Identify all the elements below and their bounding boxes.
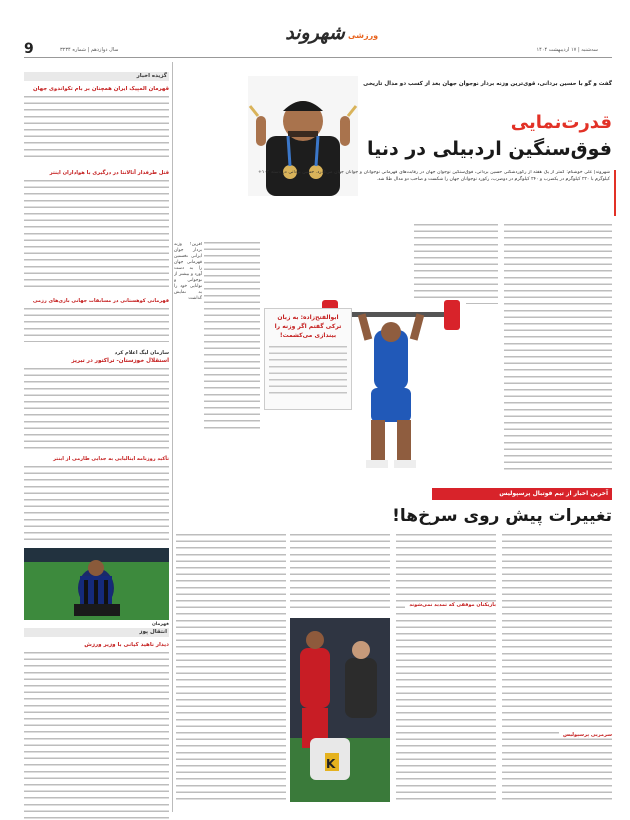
side-quote: آفرین! وزنه بردار جوان ایرانی نخستین قهرمانی جهان را به دست آورد و بیشتر از نوجوانی و توانایی خود را به نمایش گذاشت bbox=[174, 242, 202, 301]
right-sidebar bbox=[24, 60, 169, 820]
feature-article bbox=[176, 60, 612, 480]
issue-line: سال دوازدهم | شماره ۳۲۳۴ bbox=[60, 47, 119, 53]
body-column bbox=[396, 532, 496, 802]
section-label: ورزشی bbox=[348, 31, 379, 40]
svg-text:K: K bbox=[326, 757, 336, 771]
logo-text: شهروند bbox=[285, 22, 345, 44]
feature-lead: شهروند| علی خوشنام: کمتر از یک هفته از رکوردشکنی حسین بردانی، فوق‌سنگین نوجوان جهان در رقابت‌های قهرمانی نوجوانان و جوانان جهان می‌گذرد. حسین بردانی در دسته ۱۰۲+ کیلوگرم با ۲۲۰ کیلوگرم در یکضرب و ۲۴۰ کیلوگرم در دوضرب، رکورد نوجوانان جهان را شکست و صاحب دو مدال طلا شد. bbox=[258, 170, 610, 182]
footballer-image bbox=[24, 548, 169, 620]
page-number: 9 bbox=[24, 41, 34, 57]
bottom-subhead: سرمربی پرسپولیس bbox=[559, 732, 612, 738]
feature-title-line1: قدرت‌نمایی bbox=[510, 112, 612, 133]
body-column bbox=[502, 532, 612, 802]
logo bbox=[280, 22, 350, 48]
pull-quote: ابوالفتح‌زاده: به زبان ترکی گفتم اگر وزنه را بیندازی می‌کشمت! bbox=[274, 314, 342, 339]
masthead-rule bbox=[24, 57, 612, 58]
feature-kicker: گفت و گو با حسین بردانی، قوی‌ترین وزنه بردار نوجوان جهان بعد از کسب دو مدال تاریخی bbox=[363, 81, 612, 87]
bottom-title: تغییرات پیش روی سرخ‌ها! bbox=[392, 506, 612, 526]
sidebar-item-title: قهرمان المپیک ایران همچنان بر بام تکواندوی جهان bbox=[33, 86, 169, 92]
sidebar-photo bbox=[24, 548, 169, 620]
body-column bbox=[176, 240, 177, 430]
quote-body bbox=[269, 344, 347, 394]
sidebar-item-title: سازمان لیگ اعلام کرد bbox=[114, 350, 169, 356]
sidebar-item-text bbox=[24, 366, 169, 450]
sidebar-item-title: قهرمانی کوهستانی در مسابقات جهانی بازی‌های رزمی bbox=[32, 298, 169, 304]
sidebar-item-title: تأکید روزنامه ایتالیایی به جدایی طارمی از اینتر bbox=[53, 456, 169, 462]
lead-box bbox=[258, 170, 616, 216]
body-column bbox=[204, 240, 260, 430]
column-divider bbox=[172, 62, 173, 812]
sidebar-item-title: قتل طرفدار آتالانتا در درگیری با هواداران اینتر bbox=[49, 170, 169, 176]
quote-box bbox=[264, 308, 352, 410]
date-line: سه‌شنبه | ۱۷ اردیبهشت ۱۴۰۴ bbox=[536, 47, 598, 53]
sidebar-item-text bbox=[24, 178, 169, 290]
bottom-article bbox=[176, 482, 612, 812]
team-photo bbox=[290, 618, 390, 802]
sidebar-item-title: دیدار ناهید کیانی با وزیر ورزش bbox=[84, 642, 169, 648]
sidebar-kicker: گزیده اخبار bbox=[136, 73, 167, 79]
persepolis-players-image bbox=[290, 618, 390, 802]
sidebar-item-text bbox=[24, 306, 169, 342]
sidebar-kicker2: انتقال پوز bbox=[139, 629, 167, 635]
feature-title-line2: فوق‌سنگین اردبیلی در دنیا bbox=[366, 138, 612, 160]
body-column bbox=[414, 222, 498, 304]
sidebar-item-text bbox=[24, 650, 169, 820]
bottom-subhead: بازیکنان موفقی که تمدید نمی‌شوند bbox=[405, 602, 496, 608]
body-column bbox=[290, 532, 390, 612]
photo-caption: قهرمان bbox=[151, 622, 169, 627]
sidebar-item-text bbox=[24, 94, 169, 162]
sidebar-item-title: استقلال خوزستان- تراکتور در تبریز bbox=[71, 358, 169, 364]
masthead bbox=[0, 0, 630, 60]
bottom-kicker: آخرین اخبار از تیم فوتبال پرسپولیس bbox=[499, 490, 608, 497]
body-column bbox=[504, 222, 612, 472]
sidebar-item-text bbox=[24, 464, 169, 544]
body-column bbox=[176, 532, 286, 802]
text-lines bbox=[24, 94, 169, 162]
